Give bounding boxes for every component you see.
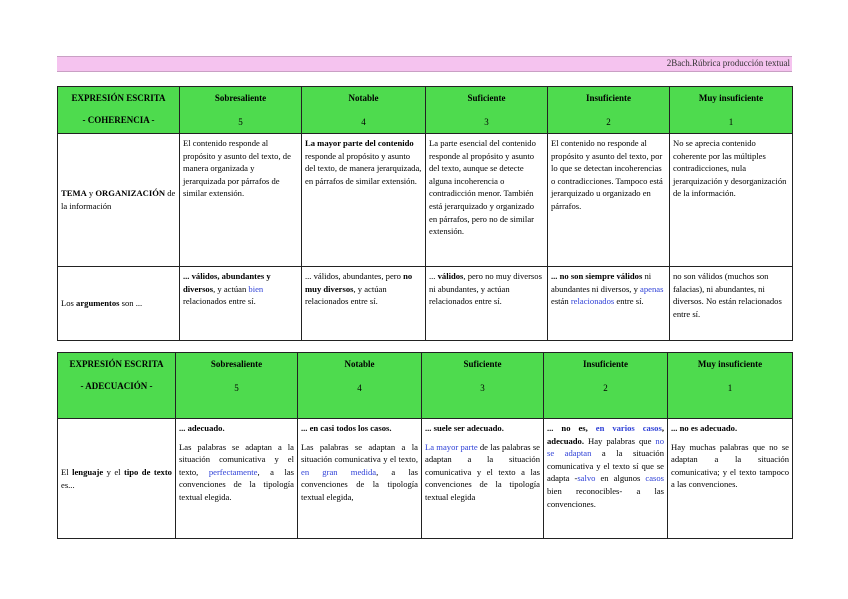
level-header-5: Sobresaliente 5: [176, 353, 298, 419]
table-row: [58, 134, 793, 267]
descriptor-cell: La mayor parte del contenido responde al propósito y asunto del texto, de manera jerarquizada, en párrafos de similar extensión.: [302, 134, 426, 267]
document-subtitle: 2Bach.Rúbrica producción textual: [666, 58, 790, 68]
level-header-4: Notable 4: [298, 353, 422, 419]
section-title-cell: [58, 87, 180, 134]
section-title: EXPRESIÓN ESCRITA: [71, 93, 166, 103]
descriptor-cell: ... válidos, abundantes, pero no muy diversos, y actúan relacionados entre sí.: [302, 267, 426, 341]
section-subtitle: - COHERENCIA -: [82, 114, 155, 125]
level-header-3: Suficiente 3: [422, 353, 544, 419]
table-row: [58, 267, 793, 341]
table-row: [58, 419, 793, 539]
criterion-cell: El lenguaje y el tipo de texto es...: [58, 419, 176, 539]
level-header-1: Muy insuficiente 1: [668, 353, 793, 419]
level-header-3: Suficiente 3: [426, 87, 548, 134]
section-subtitle: - ADECUACIÓN -: [80, 380, 153, 391]
level-header-5: Sobresaliente 5: [180, 87, 302, 134]
coherencia-table: [57, 86, 793, 341]
descriptor-cell: ... no es adecuado. Hay muchas palabras que no se adaptan a la situación comunicativa; y el texto tampoco a las convenciones.: [668, 419, 793, 539]
section-title-cell: [58, 353, 176, 419]
level-header-1: Muy insuficiente 1: [670, 87, 793, 134]
descriptor-cell: El contenido responde al propósito y asunto del texto, de manera organizada y jerarquizada por párrafos de similar extensión.: [180, 134, 302, 267]
descriptor-cell: El contenido no responde al propósito y asunto del texto, por lo que se detectan incoherencias o contradicciones. Tampoco está jerarquizado u organizado en párrafos.: [548, 134, 670, 267]
adecuacion-header-row: [58, 353, 793, 419]
level-header-2: Insuficiente 2: [548, 87, 670, 134]
level-header-2: Insuficiente 2: [544, 353, 668, 419]
descriptor-cell: ... en casi todos los casos. Las palabras se adaptan a la situación comunicativa y el texto, en gran medida, a las convenciones de la tipología textual elegida,: [298, 419, 422, 539]
descriptor-cell: ... no son siempre válidos ni abundantes ni diversos, y apenas están relacionados entre sí.: [548, 267, 670, 341]
header-band: [57, 56, 792, 72]
descriptor-cell: ... adecuado. Las palabras se adaptan a la situación comunicativa y el texto, perfectamente, a las convenciones de la tipología textual elegida.: [176, 419, 298, 539]
section-title: EXPRESIÓN ESCRITA: [69, 359, 164, 369]
level-header-4: Notable 4: [302, 87, 426, 134]
descriptor-cell: No se aprecia contenido coherente por las múltiples contradicciones, nula jerarquización y desorganización de la información.: [670, 134, 793, 267]
criterion-cell: Los argumentos son ...: [58, 267, 180, 341]
descriptor-cell: ... válidos, abundantes y diversos, y actúan bien relacionados entre sí.: [180, 267, 302, 341]
descriptor-cell: ... no es, en varios casos, adecuado. Hay palabras que no se adaptan a la situación comunicativa y el texto sí que se adapta -salvo en algunos casos bien reconocibles- a las convenciones.: [544, 419, 668, 539]
adecuacion-table: [57, 352, 793, 539]
descriptor-cell: La parte esencial del contenido responde al propósito y asunto del texto, aunque se detecte alguna incoherencia o contradicción menor. También está jerarquizado y organizado en párrafos, pero no de similar extensión.: [426, 134, 548, 267]
criterion-cell: TEMA y ORGANIZACIÓN de la información: [58, 134, 180, 267]
descriptor-cell: no son válidos (muchos son falacias), ni abundantes, ni diversos. No están relacionados entre sí.: [670, 267, 793, 341]
coherencia-header-row: [58, 87, 793, 134]
descriptor-cell: ... suele ser adecuado. La mayor parte de las palabras se adaptan a la situación comunicativa y el texto a las convenciones de la tipología textual elegida: [422, 419, 544, 539]
descriptor-cell: ... válidos, pero no muy diversos ni abundantes, y actúan relacionados entre sí.: [426, 267, 548, 341]
